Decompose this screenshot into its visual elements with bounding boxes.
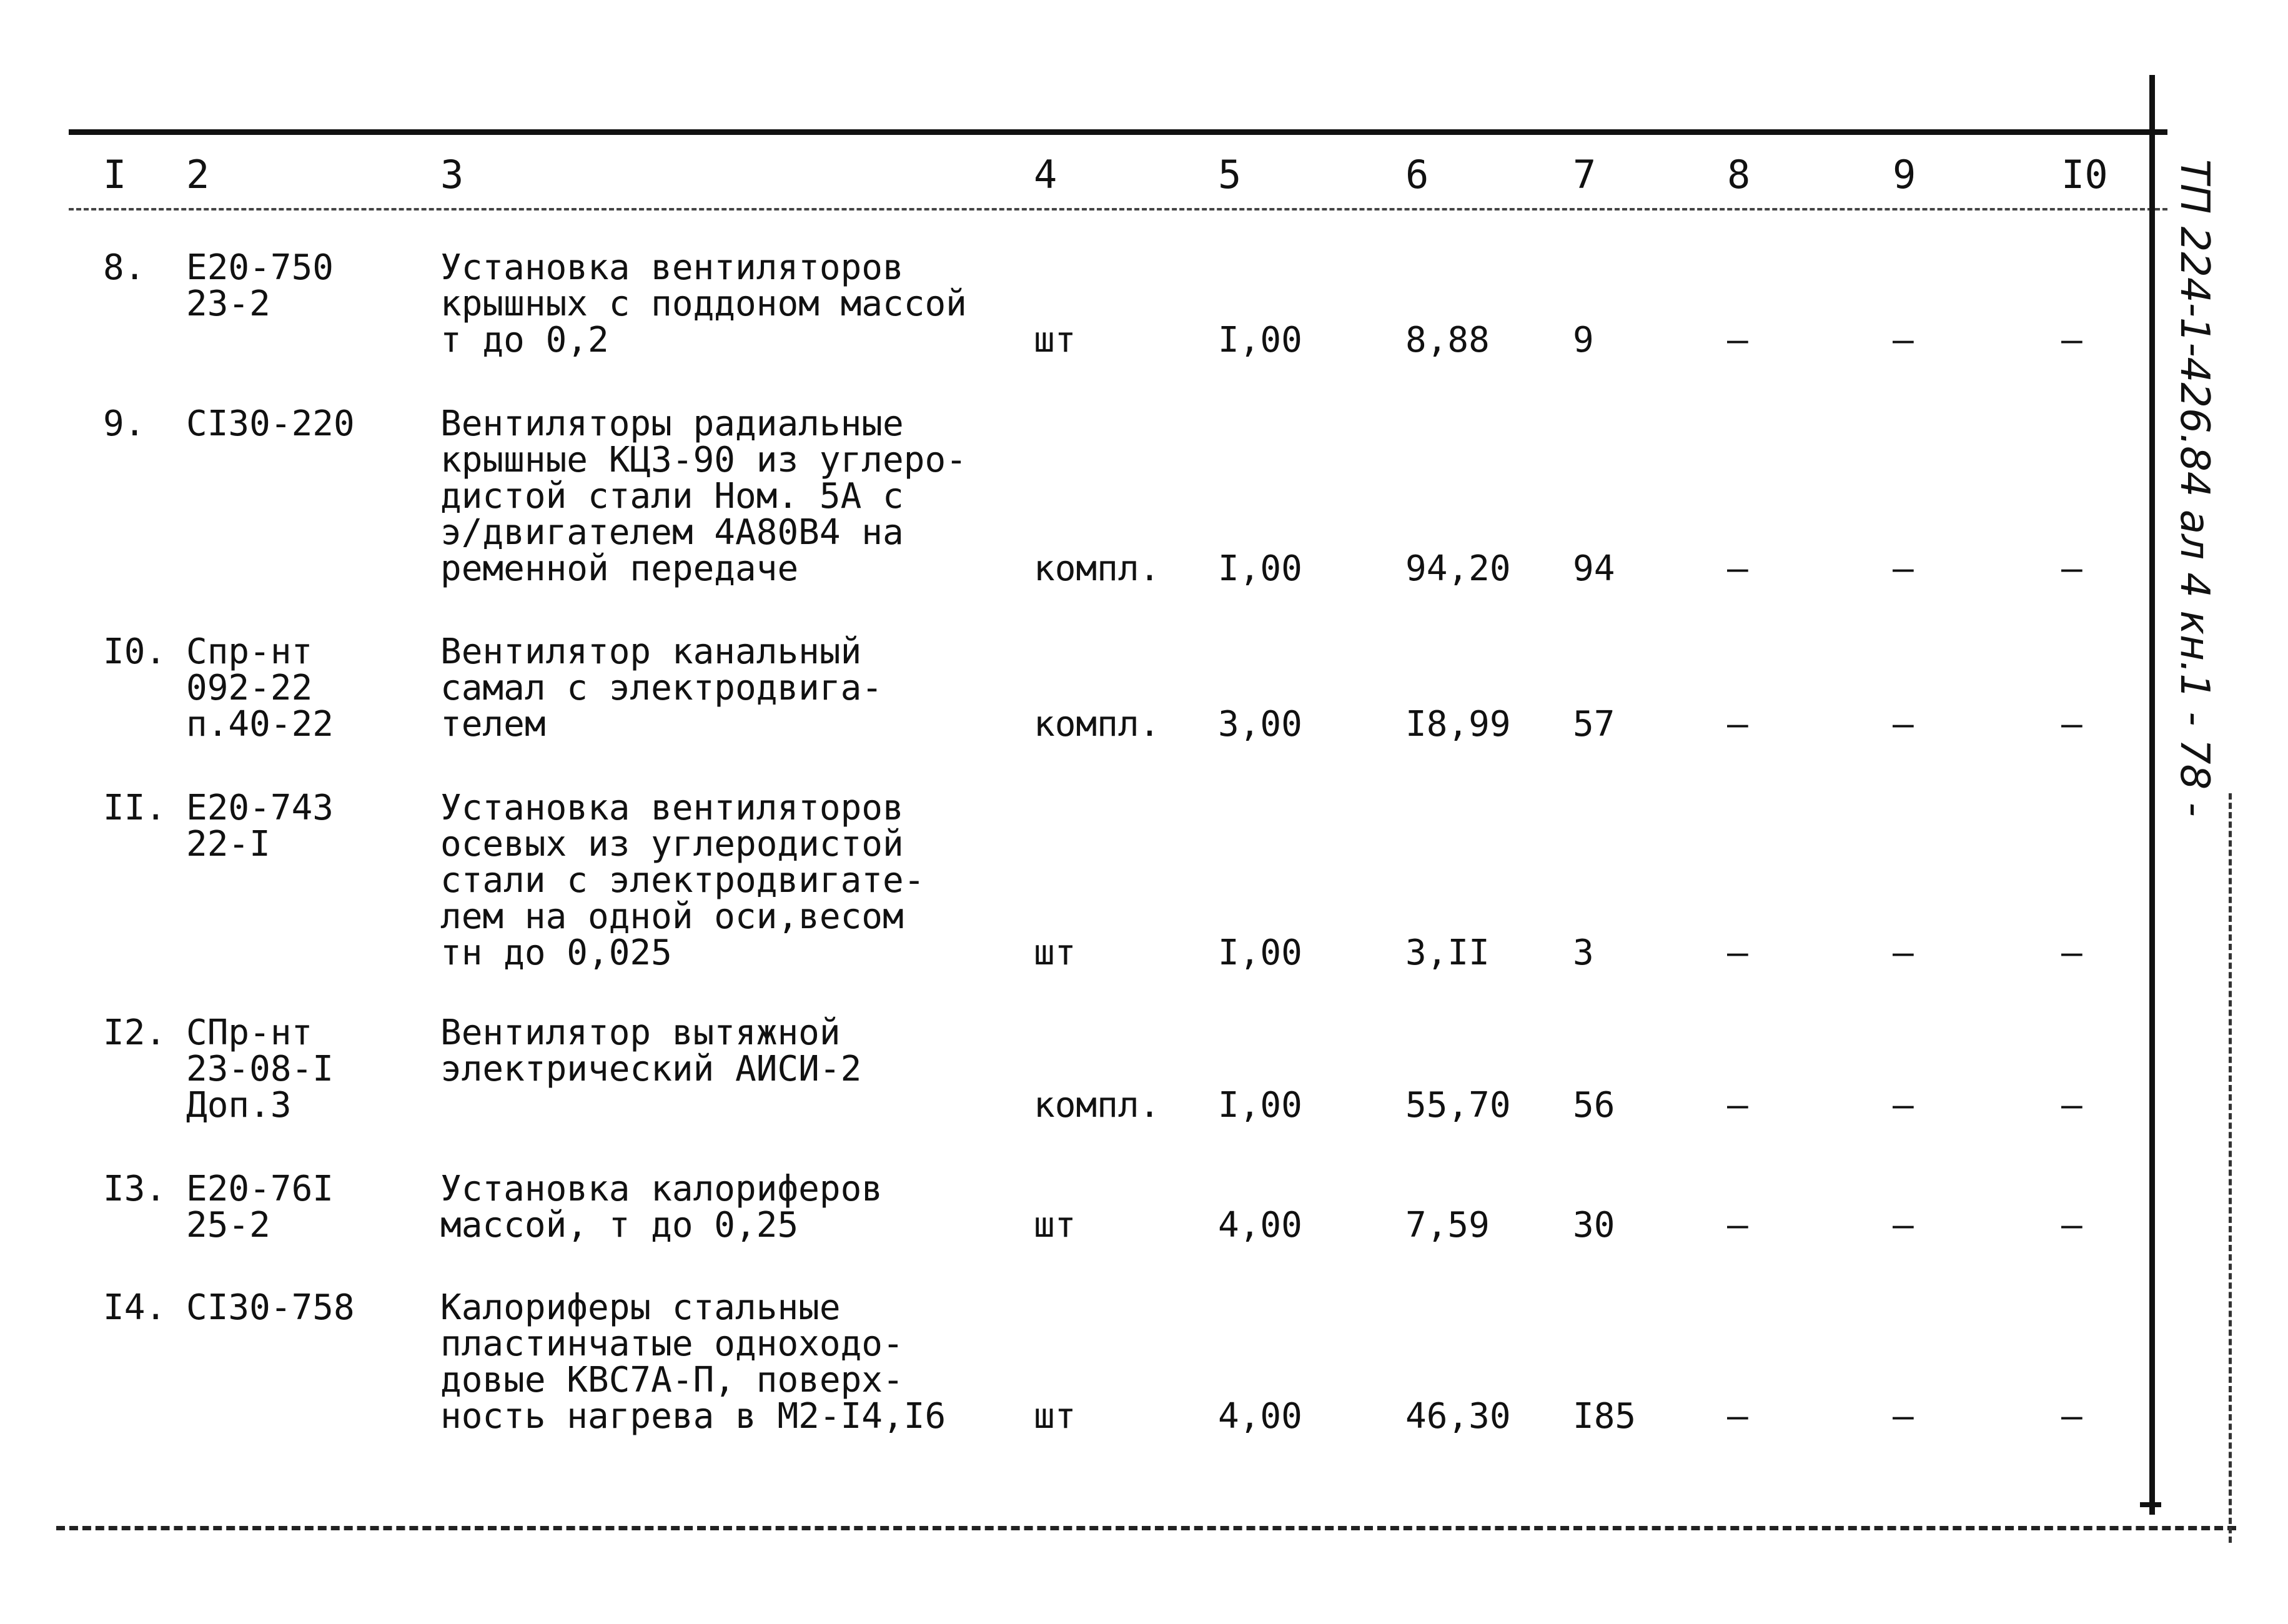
column-header-1: I [103,152,127,197]
description-line: ременной передаче [440,548,799,589]
description-line: Калориферы стальные [440,1287,841,1328]
description-line: лем на одной оси,весом [440,896,904,937]
norm-code-line: 25-2 [186,1205,270,1245]
column-10-cell: – [2061,320,2082,360]
description-line: э/двигателем 4А80В4 на [440,512,904,553]
quantity-cell: I,00 [1218,548,1302,589]
total-cell: I85 [1573,1396,1637,1437]
norm-code-line: 23-08-I [186,1049,334,1089]
row-number: I4. [103,1287,167,1328]
quantity-cell: I,00 [1218,320,1302,360]
quantity-cell: 3,00 [1218,704,1302,745]
description-line: Установка вентиляторов [440,788,904,828]
column-9-cell: – [1893,1205,1914,1245]
column-10-cell: – [2061,1205,2082,1245]
description-line: крышных с поддоном массой [440,284,967,324]
norm-code-line: Е20-743 [186,788,334,828]
total-cell: 57 [1573,704,1615,745]
column-8-cell: – [1727,704,1748,745]
norm-code-line: п.40-22 [186,704,334,745]
description-line: электрический АИСИ-2 [440,1049,862,1089]
right-border-line [2149,75,2155,1515]
norm-code-line: 23-2 [186,284,270,324]
header-divider [69,208,2167,210]
row-number: I3. [103,1169,167,1209]
norm-code [186,1287,355,1328]
quantity-cell: I,00 [1218,933,1302,973]
norm-code-line: Е20-750 [186,247,334,288]
unit-cell: шт [1034,320,1076,360]
quantity-cell: 4,00 [1218,1205,1302,1245]
column-header-4: 4 [1034,152,1057,197]
norm-code-line: СI30-220 [186,404,355,444]
description-line: Установка вентиляторов [440,247,904,288]
total-cell: 56 [1573,1085,1615,1126]
row-number: 9. [103,404,146,444]
unit-cell: шт [1034,1205,1076,1245]
description-line: тн до 0,025 [440,933,672,973]
work-description [440,631,883,745]
row-number: II. [103,788,167,828]
total-cell: 3 [1573,933,1594,973]
description-line: стали с электродвигате- [440,860,925,901]
unit-cell: компл. [1034,548,1161,589]
column-header-2: 2 [186,152,210,197]
column-9-cell: – [1893,933,1914,973]
document-code-stamp: ТП 224-1-426.84 ал 4 кн.1 - 78 - [2171,159,2217,817]
total-cell: 30 [1573,1205,1615,1245]
unit-cell: компл. [1034,1085,1161,1126]
work-description [440,247,967,360]
column-10-cell: – [2061,1085,2082,1126]
column-8-cell: – [1727,320,1748,360]
row-number: I2. [103,1013,167,1053]
work-description [440,790,924,971]
description-line: осевых из углеродистой [440,824,904,864]
column-10-cell: – [2061,1396,2082,1437]
norm-code [186,1015,334,1124]
column-header-8: 8 [1727,152,1751,197]
column-8-cell: – [1727,933,1748,973]
description-line: ность нагрева в М2-I4,I6 [440,1396,946,1437]
description-line: Вентилятор канальный [440,631,862,672]
column-9-cell: – [1893,548,1914,589]
norm-code-line: 22-I [186,824,270,864]
unit-price-cell: 55,70 [1405,1085,1511,1126]
column-header-7: 7 [1573,152,1597,197]
total-cell: 9 [1573,320,1594,360]
unit-price-cell: I8,99 [1405,704,1511,745]
unit-price-cell: 3,II [1405,933,1490,973]
unit-cell: шт [1034,933,1076,973]
bottom-rule [56,1526,2236,1530]
column-8-cell: – [1727,1205,1748,1245]
norm-code-line: Е20-76I [186,1169,334,1209]
description-line: дистой стали Ном. 5А с [440,476,904,517]
unit-price-cell: 94,20 [1405,548,1511,589]
norm-code [186,247,334,324]
unit-cell: компл. [1034,704,1161,745]
column-8-cell: – [1727,1396,1748,1437]
border-tick [2140,1502,2161,1507]
norm-code-line: Спр-нт [186,631,313,672]
description-line: самал с электродвига- [440,668,883,708]
norm-code-line: 092-22 [186,668,313,708]
norm-code [186,406,355,442]
description-line: довые КВС7А-П, поверх- [440,1360,904,1400]
column-8-cell: – [1727,1085,1748,1126]
column-header-9: 9 [1893,152,1916,197]
top-rule [69,129,2167,135]
work-description [440,1287,946,1437]
unit-price-cell: 7,59 [1405,1205,1490,1245]
description-line: крышные КЦ3-90 из углеро- [440,440,967,480]
norm-code [186,790,334,863]
norm-code-line: СI30-758 [186,1287,355,1328]
unit-price-cell: 8,88 [1405,320,1490,360]
description-line: массой, т до 0,25 [440,1205,799,1245]
norm-code [186,631,334,745]
work-description [440,1015,861,1087]
quantity-cell: I,00 [1218,1085,1302,1126]
description-line: пластинчатые одноходо- [440,1324,904,1364]
column-header-5: 5 [1218,152,1242,197]
total-cell: 94 [1573,548,1615,589]
column-10-cell: – [2061,704,2082,745]
column-header-3: 3 [440,152,464,197]
work-description [440,1171,883,1244]
column-9-cell: – [1893,704,1914,745]
work-description [440,406,967,587]
outer-border-line [2229,793,2232,1543]
column-10-cell: – [2061,933,2082,973]
description-line: т до 0,2 [440,320,609,360]
description-line: Установка калориферов [440,1169,883,1209]
unit-cell: шт [1034,1396,1076,1437]
column-9-cell: – [1893,1085,1914,1126]
column-10-cell: – [2061,548,2082,589]
column-header-10: I0 [2061,152,2108,197]
norm-code [186,1171,334,1244]
unit-price-cell: 46,30 [1405,1396,1511,1437]
row-number: I0. [103,631,167,672]
description-line: телем [440,704,546,745]
column-9-cell: – [1893,320,1914,360]
column-9-cell: – [1893,1396,1914,1437]
norm-code-line: Доп.3 [186,1085,292,1126]
row-number: 8. [103,247,146,288]
description-line: Вентилятор вытяжной [440,1013,841,1053]
norm-code-line: СПр-нт [186,1013,313,1053]
column-8-cell: – [1727,548,1748,589]
column-header-6: 6 [1405,152,1429,197]
description-line: Вентиляторы радиальные [440,404,904,444]
quantity-cell: 4,00 [1218,1396,1302,1437]
